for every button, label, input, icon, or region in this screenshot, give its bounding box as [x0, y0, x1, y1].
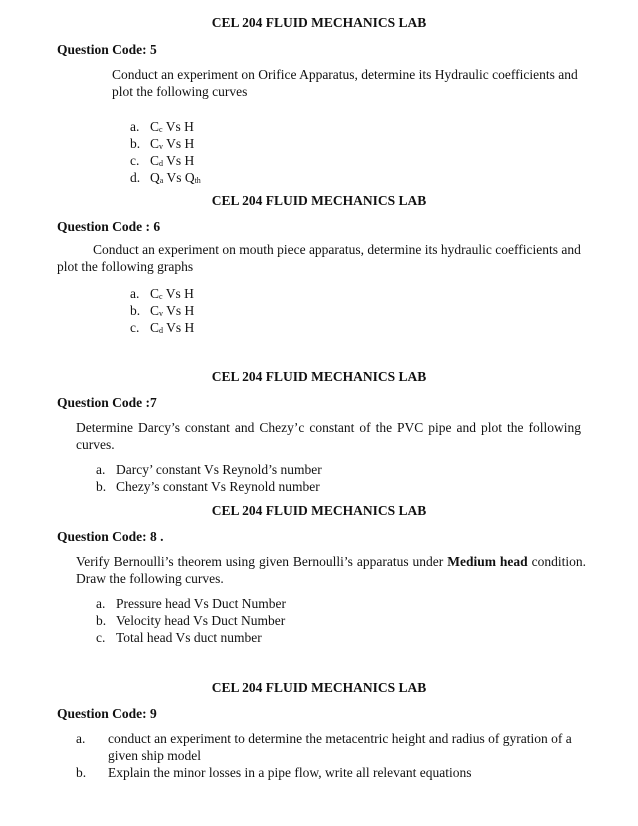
subscript: v: [159, 309, 164, 318]
list-item: [130, 118, 194, 135]
list-item: [76, 764, 472, 781]
question-code: Question Code: 8 .: [57, 529, 164, 544]
section-title: CEL 204 FLUID MECHANICS LAB: [211, 680, 427, 695]
question-text: [76, 553, 586, 587]
item-label: c.: [130, 320, 140, 335]
variable: Q: [150, 170, 160, 185]
question-code: Question Code : 6: [57, 219, 161, 234]
item-text: Explain the minor losses in a pipe flow, write all relevant equations: [108, 765, 472, 780]
item-text: conduct an experiment to determine the metacentric height and radius of gyration of a given ship model: [108, 731, 572, 763]
variable: C: [150, 303, 160, 318]
subscript: c: [159, 292, 163, 301]
list-item: [130, 135, 194, 152]
item-label: a.: [96, 462, 106, 477]
question-text: Conduct an experiment on Orifice Apparatus, determine its Hydraulic coefficients and plot the following curves: [112, 67, 578, 99]
section-title: CEL 204 FLUID MECHANICS LAB: [211, 193, 427, 208]
question-text-part: Verify Bernoulli’s theorem using given Bernoulli’s apparatus under: [76, 554, 448, 569]
subscript: v: [159, 142, 164, 151]
item-text: Vs H: [162, 286, 194, 301]
question-code: Question Code: 5: [57, 42, 157, 57]
item-text: Vs H: [163, 136, 195, 151]
item-text: Total head Vs duct number: [116, 630, 262, 645]
item-label: a.: [76, 731, 86, 746]
question-text: Determine Darcy’s constant and Chezy’c constant of the PVC pipe and plot the following curves.: [76, 420, 581, 452]
question-text: Conduct an experiment on mouth piece apparatus, determine its hydraulic coefficients and plot the following graphs: [57, 242, 581, 274]
list-item: [76, 730, 586, 764]
list-item: [130, 285, 194, 302]
item-label: a.: [130, 119, 140, 134]
variable: C: [150, 320, 160, 335]
item-label: b.: [96, 479, 107, 494]
list-item: [130, 319, 194, 336]
item-text: Darcy’ constant Vs Reynold’s number: [116, 462, 322, 477]
item-label: b.: [96, 613, 107, 628]
list-item: [96, 461, 322, 478]
list-item: [130, 152, 194, 169]
variable: C: [150, 119, 160, 134]
question-code: Question Code: 9: [57, 706, 157, 721]
question-code: Question Code :7: [57, 395, 157, 410]
item-text: Chezy’s constant Vs Reynold number: [116, 479, 320, 494]
item-text: Pressure head Vs Duct Number: [116, 596, 286, 611]
question-text-part: condition. Draw the following curves.: [76, 554, 586, 586]
section-title: CEL 204 FLUID MECHANICS LAB: [211, 15, 427, 30]
item-text: Vs H: [163, 303, 195, 318]
item-label: d.: [130, 170, 141, 185]
variable: C: [150, 153, 160, 168]
subscript: a: [159, 176, 164, 185]
list-item: [96, 629, 262, 646]
item-label: c.: [96, 630, 106, 645]
emphasis-text: Medium head: [447, 554, 528, 569]
item-text: Vs Q: [163, 170, 195, 185]
item-text: Vs H: [162, 119, 194, 134]
variable: C: [150, 286, 160, 301]
item-label: b.: [76, 765, 87, 780]
variable: C: [150, 136, 160, 151]
subscript: th: [194, 176, 201, 185]
subscript: d: [159, 326, 164, 335]
list-item: [130, 302, 194, 319]
section-title: CEL 204 FLUID MECHANICS LAB: [211, 503, 427, 518]
item-text: Velocity head Vs Duct Number: [116, 613, 286, 628]
list-item: [96, 595, 286, 612]
subscript: d: [159, 159, 164, 168]
item-text: Vs H: [163, 320, 195, 335]
list-item: [130, 169, 201, 186]
item-label: b.: [130, 303, 141, 318]
item-label: b.: [130, 136, 141, 151]
item-label: c.: [130, 153, 140, 168]
item-label: a.: [96, 596, 106, 611]
list-item: [96, 612, 285, 629]
item-label: a.: [130, 286, 140, 301]
section-title: CEL 204 FLUID MECHANICS LAB: [211, 369, 427, 384]
item-text: Vs H: [163, 153, 195, 168]
subscript: c: [159, 125, 163, 134]
list-item: [96, 478, 320, 495]
